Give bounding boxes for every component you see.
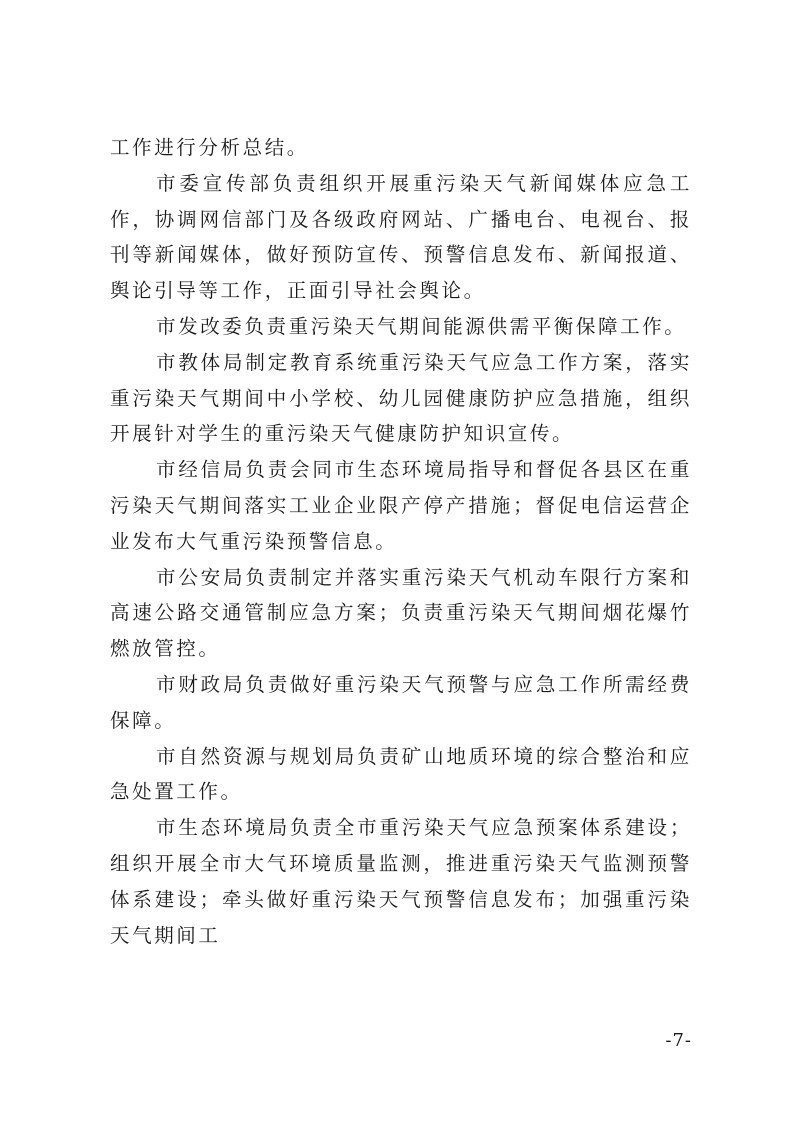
paragraph-4: 市教体局制定教育系统重污染天气应急工作方案，落实重污染天气期间中小学校、幼儿园健康防护应急措施，组织开展针对学生的重污染天气健康防护知识宣传。 xyxy=(110,350,692,446)
page-number: -7- xyxy=(665,1030,692,1051)
paragraph-2: 市委宣传部负责组织开展重污染天气新闻媒体应急工作，协调网信部门及各级政府网站、广播电台、电视台、报刊等新闻媒体，做好预防宣传、预警信息发布、新闻报道、舆论引导等工作，正面引导社会舆论。 xyxy=(110,171,692,303)
paragraph-8: 市自然资源与规划局负责矿山地质环境的综合整治和应急处置工作。 xyxy=(110,744,692,804)
paragraph-1: 工作进行分析总结。 xyxy=(110,136,309,159)
paragraph-9: 市生态环境局负责全市重污染天气应急预案体系建设；组织开展全市大气环境质量监测，推进重污染天气监测预警体系建设；牵头做好重污染天气预警信息发布；加强重污染天气期间工 xyxy=(110,816,692,947)
paragraph-5: 市经信局负责会同市生态环境局指导和督促各县区在重污染天气期间落实工业企业限产停产措施；督促电信运营企业发布大气重污染预警信息。 xyxy=(110,458,692,553)
body-text xyxy=(110,130,692,953)
paragraph-7: 市财政局负责做好重污染天气预警与应急工作所需经费保障。 xyxy=(110,672,692,732)
paragraph-6: 市公安局负责制定并落实重污染天气机动车限行方案和高速公路交通管制应急方案；负责重污染天气期间烟花爆竹燃放管控。 xyxy=(110,565,692,661)
paragraph-3: 市发改委负责重污染天气期间能源供需平衡保障工作。 xyxy=(156,314,687,338)
